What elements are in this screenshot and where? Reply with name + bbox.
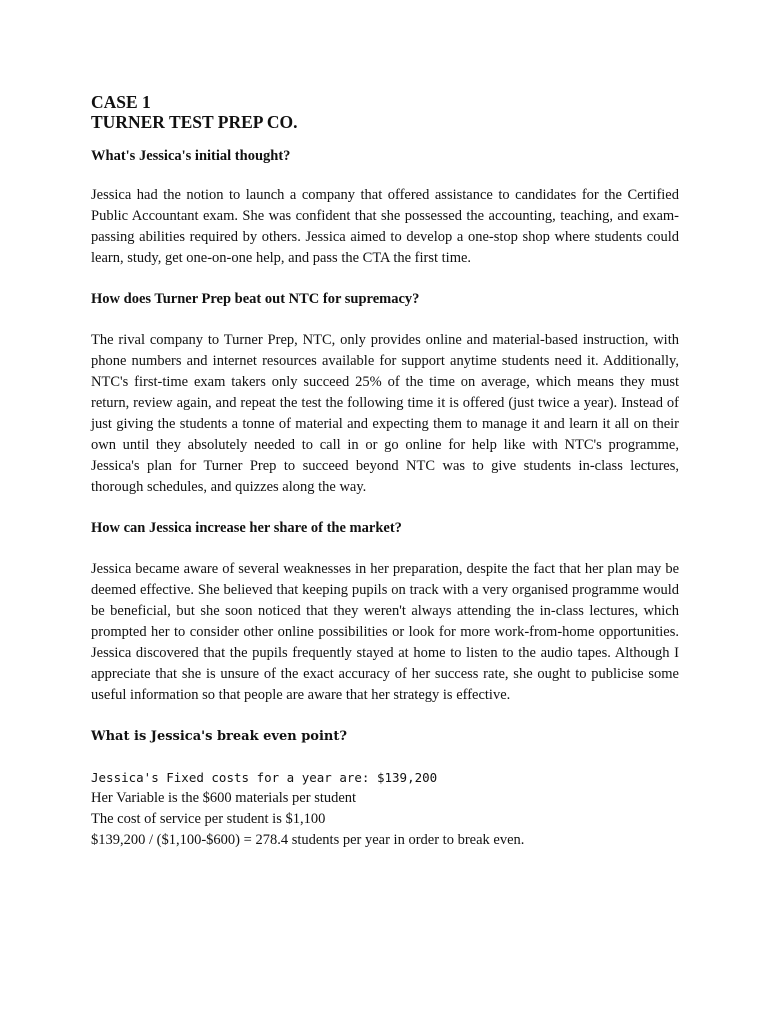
document-page (91, 92, 679, 851)
section-heading-supremacy: How does Turner Prep beat out NTC for supremacy? (91, 291, 420, 307)
document-title: TURNER TEST PREP CO. (91, 112, 298, 132)
variable-cost-line: Her Variable is the $600 materials per student (91, 790, 357, 806)
section-heading-break-even: What is Jessica's break even point? (91, 729, 347, 744)
break-even-calculation (91, 767, 679, 851)
break-even-formula-line: $139,200 / ($1,100-$600) = 278.4 students per year in order to break even. (91, 832, 525, 848)
section-body-supremacy: The rival company to Turner Prep, NTC, only provides online and material-based instruction, with phone numbers and internet resources available for support anytime students need it. Additionally, NTC's first-time exam takers only succeed 25% of the time on average, which means they must return, review again, and repeat the test the following time it is offered (just twice a year). Instead of just giving the students a tonne of material and expecting them to manage it and learn it all on their own until they absolutely needed to call in or go online for help like with NTC's programme, Jessica's plan for Turner Prep to succeed beyond NTC was to give students in-class lectures, thorough schedules, and quizzes along the way. (91, 332, 679, 495)
section-heading-market-share: How can Jessica increase her share of the market? (91, 520, 402, 536)
service-cost-line: The cost of service per student is $1,100 (91, 811, 326, 827)
fixed-costs-line: Jessica's Fixed costs for a year are: $139,200 (91, 770, 438, 785)
section-body-initial-thought: Jessica had the notion to launch a company that offered assistance to candidates for the Certified Public Accountant exam. She was confident that she possessed the accounting, teaching, and exam-passing abilities required by others. Jessica aimed to develop a one-stop shop where students could learn, study, get one-on-one help, and pass the CTA the first time. (91, 187, 679, 266)
section-body-market-share: Jessica became aware of several weaknesses in her preparation, despite the fact that her plan may be deemed effective. She believed that keeping pupils on track with a very organised programme would be beneficial, but she soon noticed that they weren't always attending the in-class lectures, which prompted her to consider other online possibilities or look for more work-from-home opportunities. Jessica discovered that the pupils frequently stayed at home to listen to the audio tapes. Although I appreciate that she is unsure of the exact accuracy of her success rate, she ought to publicise some useful information so that people are aware that her strategy is effective. (91, 561, 679, 703)
case-label: CASE 1 (91, 92, 151, 112)
section-heading-initial-thought: What's Jessica's initial thought? (91, 148, 291, 164)
